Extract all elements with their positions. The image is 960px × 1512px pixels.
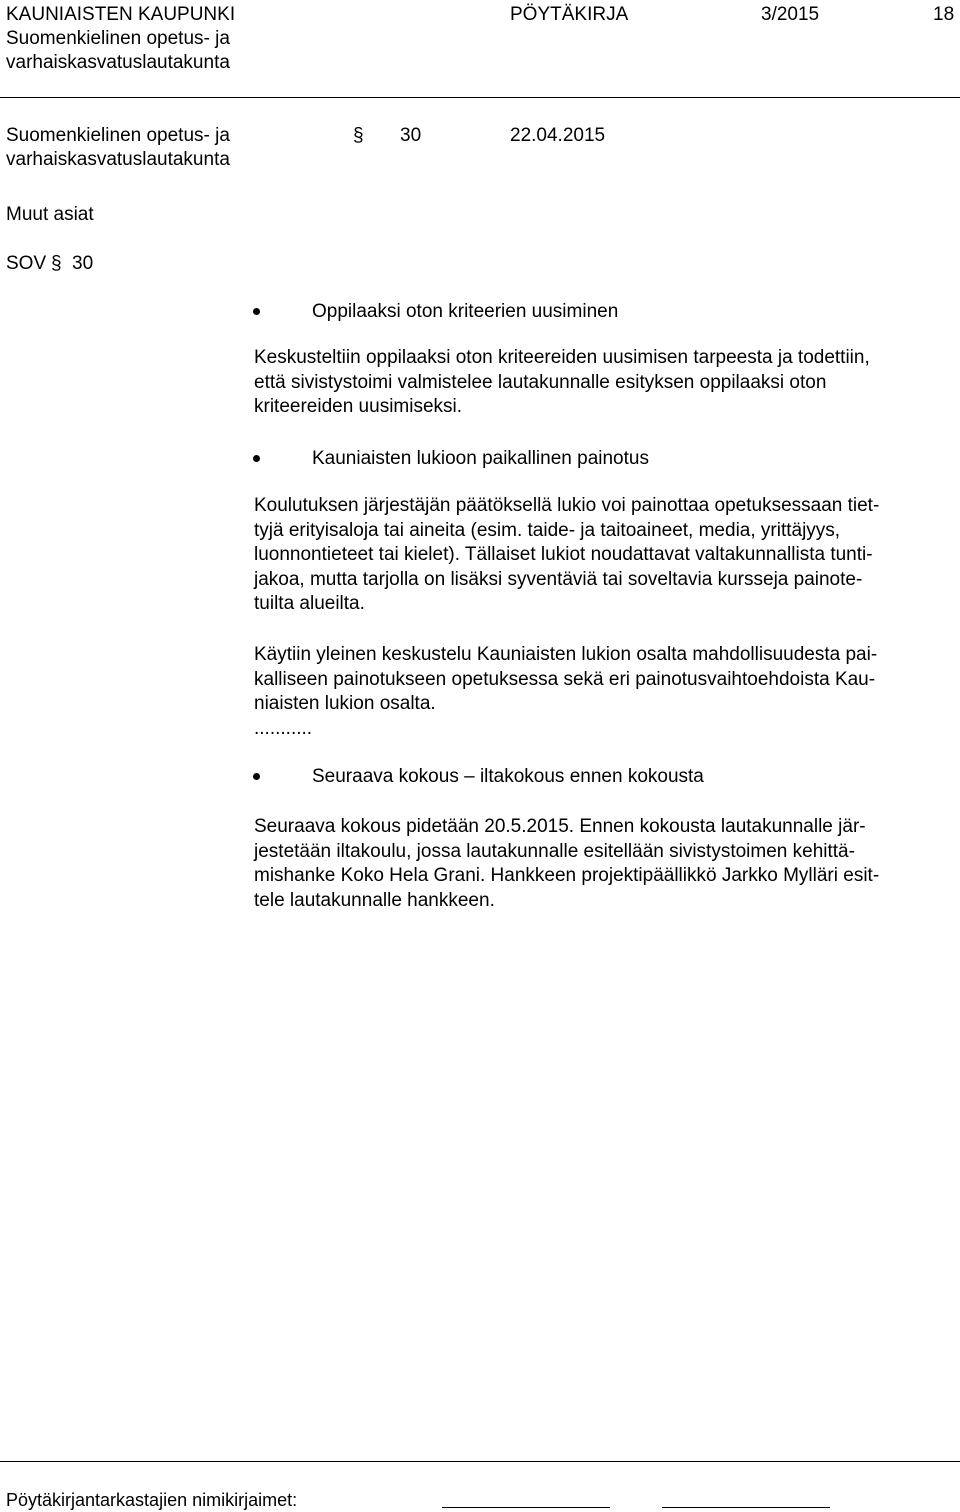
paragraph-line: jestetään iltakoulu, jossa lautakunnalle esitellään sivistystoimen kehittä- <box>254 840 855 862</box>
bullet-icon <box>253 308 260 315</box>
paragraph-line: niaisten lukion osalta. <box>254 693 436 714</box>
header-divider <box>0 97 960 98</box>
paragraph-line: jakoa, mutta tarjolla on lisäksi syventäviä tai soveltavia kursseja painote- <box>254 568 863 590</box>
item-title: Kauniaisten lukioon paikallinen painotus <box>312 448 649 469</box>
paragraph-line: Keskusteltiin oppilaaksi oton kriteereiden uusimisen tarpeesta ja todettiin, <box>254 347 870 368</box>
bullet-icon <box>253 455 260 462</box>
footer-label: Pöytäkirjantarkastajien nimikirjaimet: <box>6 1490 298 1510</box>
section-body-line2: varhaiskasvatuslautakunta <box>6 149 230 170</box>
section-ref-prefix: SOV <box>6 253 47 274</box>
section-ref-sign: § <box>51 253 62 274</box>
paragraph-line: Koulutuksen järjestäjän päätöksellä lukio voi painottaa opetuksessaan tiet- <box>254 495 880 516</box>
section-ref-number: 30 <box>72 253 94 274</box>
item-paragraph <box>254 494 879 617</box>
paragraph-line: Käytiin yleinen keskustelu Kauniaisten lukion osalta mahdollisuudesta pai- <box>254 644 878 665</box>
section-number: 30 <box>400 125 422 146</box>
paragraph-line: tele lautakunnalle hankkeen. <box>254 889 495 911</box>
header-body-line2: varhaiskasvatuslautakunta <box>6 52 230 73</box>
paragraph-line: kalliseen painotukseen opetuksessa sekä eri painotusvaihtoehdoista Kau- <box>254 668 876 690</box>
paragraph-line: kriteereiden uusimiseksi. <box>254 396 463 417</box>
signature-line <box>442 1507 610 1508</box>
paragraph-line: ........... <box>254 717 313 739</box>
paragraph-line: tyjä erityisaloja tai aineita (esim. taide- ja taitoaineet, media, yrittäjyys, <box>254 519 841 541</box>
header-doc-number: 3/2015 <box>761 4 820 25</box>
item-title: Oppilaaksi oton kriteerien uusiminen <box>312 301 619 322</box>
item-title: Seuraava kokous – iltakokous ennen kokousta <box>312 766 704 787</box>
footer-divider <box>0 1461 960 1462</box>
paragraph-line: mishanke Koko Hela Grani. Hankkeen projektipäällikkö Jarkko Mylläri esit- <box>254 865 880 886</box>
header-body-line1: Suomenkielinen opetus- ja <box>6 28 230 49</box>
paragraph-line: tuilta alueilta. <box>254 593 365 614</box>
signature-line <box>662 1507 830 1508</box>
section-date: 22.04.2015 <box>510 125 606 146</box>
bullet-icon <box>253 773 260 780</box>
section-topic: Muut asiat <box>6 204 94 225</box>
section-sign: § <box>353 125 364 146</box>
header-page-number: 18 <box>933 4 955 25</box>
paragraph-line: luonnontieteet tai kielet). Tällaiset lukiot noudattavat valtakunnallista tunti- <box>254 544 873 565</box>
item-paragraph <box>254 643 877 741</box>
header-doc-type: PÖYTÄKIRJA <box>510 4 629 25</box>
paragraph-line: että sivistystoimi valmistelee lautakunnalle esityksen oppilaaksi oton <box>254 371 827 393</box>
section-body-line1: Suomenkielinen opetus- ja <box>6 125 230 146</box>
header-city: KAUNIAISTEN KAUPUNKI <box>6 4 236 25</box>
item-paragraph <box>254 346 870 420</box>
item-paragraph <box>254 815 879 913</box>
paragraph-line: Seuraava kokous pidetään 20.5.2015. Ennen kokousta lautakunnalle jär- <box>254 816 866 837</box>
